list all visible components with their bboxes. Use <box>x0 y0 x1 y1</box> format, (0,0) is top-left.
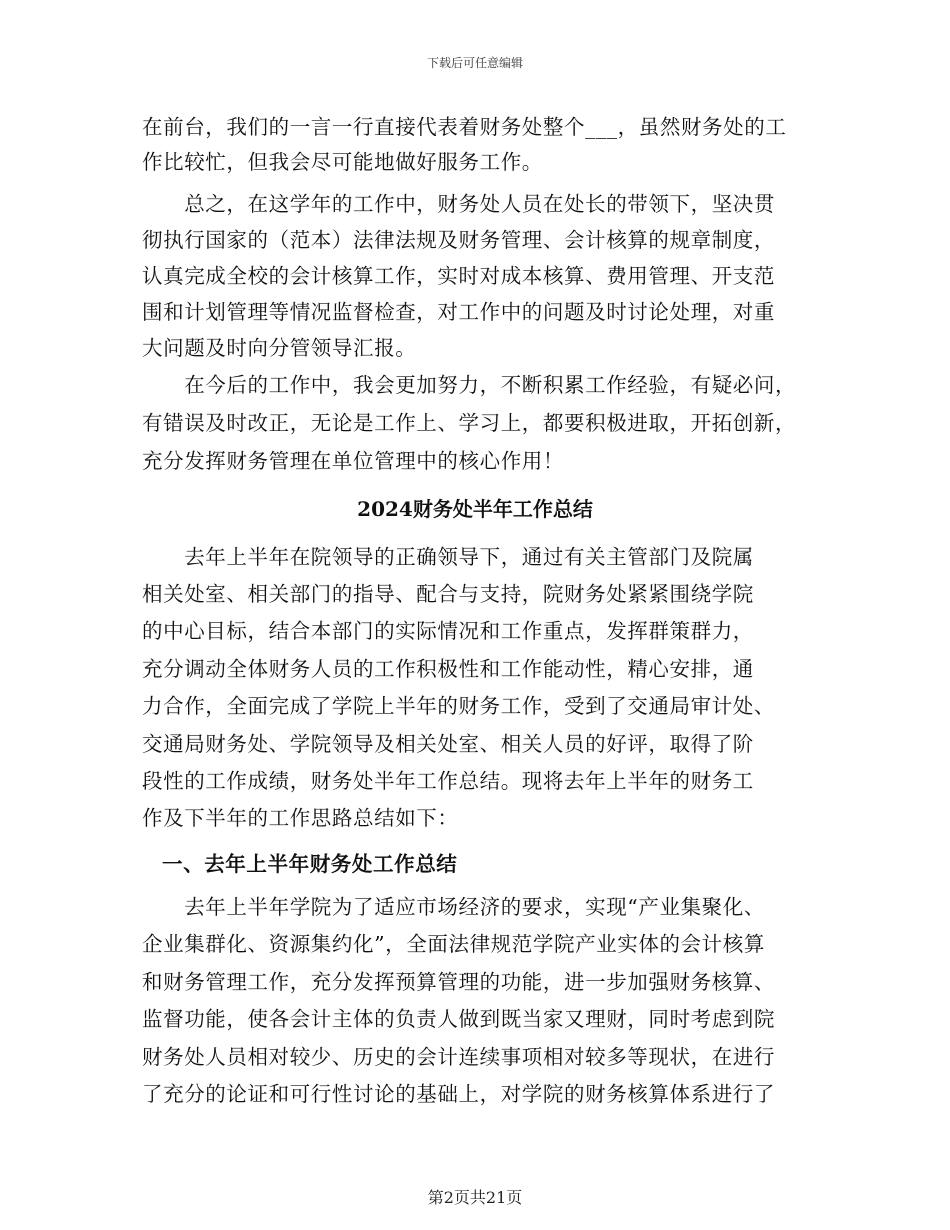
text-line: 企业集群化、资源集约化”，全面法律规范学院产业实体的会计核算 <box>142 932 765 956</box>
page-number: 第2页共21页 <box>427 1188 523 1207</box>
section-heading: 一、去年上半年财务处工作总结 <box>162 852 458 876</box>
text-line: 有错误及时改正，无论是工作上、学习上，都要积极进取，开拓创新， <box>142 411 797 435</box>
text-line: 去年上半年在院领导的正确领导下，通过有关主管部门及院属 <box>142 545 754 569</box>
text-line: 财务处人员相对较少、历史的会计连续事项相对较多等现状，在进行 <box>142 1045 775 1069</box>
text-line: 了充分的论证和可行性讨论的基础上，对学院的财务核算体系进行了 <box>142 1082 775 1106</box>
text-line: 认真完成全校的会计核算工作，实时对成本核算、费用管理、开支范 <box>142 264 775 288</box>
text-line: 监督功能，使各会计主体的负责人做到既当家又理财，同时考虑到院 <box>142 1007 775 1031</box>
text-line: 彻执行国家的（范本）法律法规及财务管理、会计核算的规章制度， <box>142 228 775 252</box>
text-line: 作比较忙，但我会尽可能地做好服务工作。 <box>142 150 543 174</box>
text-line: 在前台，我们的一言一行直接代表着财务处整个___，虽然财务处的工 <box>142 115 787 139</box>
text-line: 作及下半年的工作思路总结如下： <box>142 806 459 830</box>
text-line: 大问题及时向分管领导汇报。 <box>142 336 417 360</box>
page-header: 下载后可任意编辑 <box>426 56 523 70</box>
text-line: 交通局财务处、学院领导及相关处室、相关人员的好评，取得了阶 <box>142 732 754 756</box>
text-line: 总之，在这学年的工作中，财务处人员在处长的带领下，坚决贯 <box>142 192 775 216</box>
text-line: 的中心目标，结合本部门的实际情况和工作重点，发挥群策群力， <box>142 619 754 643</box>
section-title: 2024财务处半年工作总结 <box>357 497 593 521</box>
text-line: 去年上半年学院为了适应市场经济的要求，实现“产业集聚化、 <box>142 895 765 919</box>
text-line: 力合作，全面完成了学院上半年的财务工作，受到了交通局审计处、 <box>142 694 775 718</box>
text-line: 和财务管理工作，充分发挥预算管理的功能，进一步加强财务核算、 <box>142 970 775 994</box>
text-line: 段性的工作成绩，财务处半年工作总结。现将去年上半年的财务工 <box>142 769 754 793</box>
text-line: 在今后的工作中，我会更加努力，不断积累工作经验，有疑必问， <box>142 373 797 397</box>
text-line: 相关处室、相关部门的指导、配合与支持，院财务处紧紧围绕学院 <box>142 582 754 606</box>
text-line: 充分调动全体财务人员的工作积极性和工作能动性，精心安排，通 <box>142 657 754 681</box>
text-line: 充分发挥财务管理在单位管理中的核心作用！ <box>142 449 564 473</box>
text-line: 围和计划管理等情况监督检查，对工作中的问题及时讨论处理，对重 <box>142 300 775 324</box>
